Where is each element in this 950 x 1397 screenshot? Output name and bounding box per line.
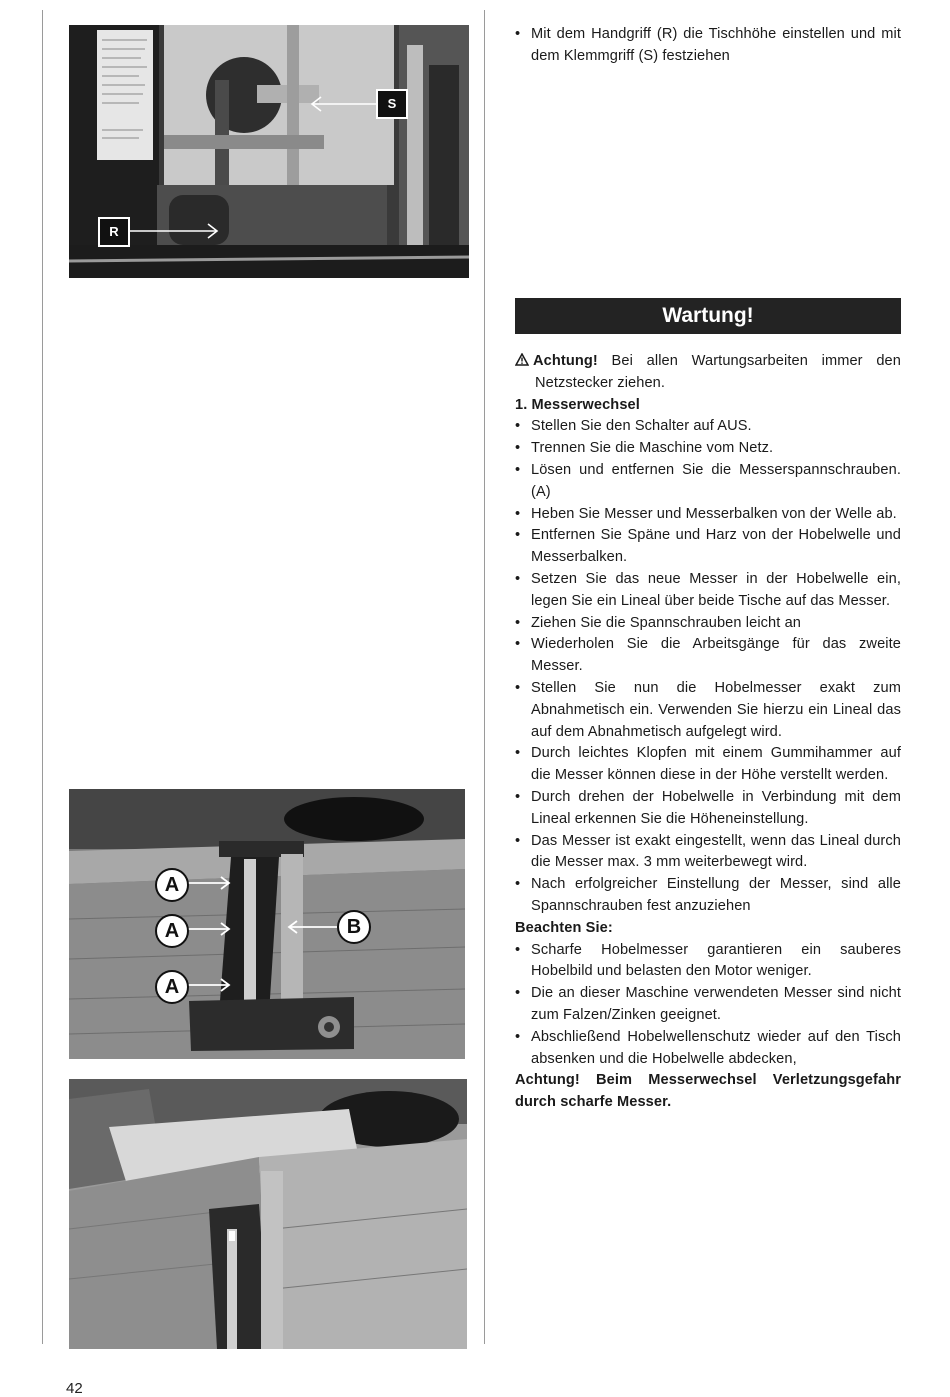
step-item: • Nach erfolgreicher Einstellung der Messer, sind alle Spannschrauben fest anzuziehen (515, 874, 901, 918)
callout-s: S (376, 89, 408, 119)
callout-a-3: A (155, 970, 189, 1004)
note-item: • Scharfe Hobelmesser garantieren ein sauberes Hobelbild und belasten den Motor weniger. (515, 940, 901, 984)
note-item: • Abschließend Hobelwellenschutz wieder auf den Tisch absenken und die Hobelwelle abdecken, (515, 1027, 901, 1071)
subheading-notes: Beachten Sie: (515, 919, 613, 936)
callout-b: B (337, 910, 371, 944)
maintenance-text (515, 351, 901, 1114)
final-warning: Achtung! Beim Messerwechsel Verletzungsgefahr durch scharfe Messer. (515, 1072, 901, 1111)
figure-table-height-adjustment (69, 25, 469, 278)
warning-text: Bei allen Wartungsarbeiten immer den Netzstecker ziehen. (535, 353, 901, 391)
step-item: • Heben Sie Messer und Messerbalken von der Welle ab. (515, 504, 901, 526)
step-item: • Entfernen Sie Späne und Harz von der Hobelwelle und Messerbalken. (515, 525, 901, 569)
column-divider-rule (484, 10, 485, 1344)
step-item: • Wiederholen Sie die Arbeitsgänge für das zweite Messer. (515, 634, 901, 678)
warning-triangle-icon (515, 353, 529, 366)
section-title-banner: Wartung! (515, 298, 901, 334)
cutterhead-photo-illustration (69, 789, 465, 1059)
step-item: • Lösen und entfernen Sie die Messerspannschrauben. (A) (515, 460, 901, 504)
warning-lead: Achtung! (533, 353, 598, 369)
instruction-height-adjust: • Mit dem Handgriff (R) die Tischhöhe einstellen und mit dem Klemmgriff (S) festziehen (515, 24, 901, 68)
step-item: • Ziehen Sie die Spannschrauben leicht an (515, 613, 901, 635)
warning-paragraph (515, 351, 901, 395)
top-instruction (515, 24, 901, 68)
page-number: 42 (66, 1380, 83, 1397)
subheading-knife-change: 1. Messerwechsel (515, 396, 640, 413)
step-item: • Durch drehen der Hobelwelle in Verbindung mit dem Lineal erkennen Sie die Höheneinstellung. (515, 787, 901, 831)
callout-a-1: A (155, 868, 189, 902)
step-item: • Trennen Sie die Maschine vom Netz. (515, 438, 901, 460)
figure-knife-ruler-check (69, 1079, 467, 1349)
step-item: • Setzen Sie das neue Messer in der Hobelwelle ein, legen Sie ein Lineal über beide Tische auf das Messer. (515, 569, 901, 613)
step-item: • Das Messer ist exakt eingestellt, wenn das Lineal durch die Messer max. 3 mm weiterbewegt wird. (515, 831, 901, 875)
ruler-photo-illustration (69, 1079, 467, 1349)
callout-r: R (98, 217, 130, 247)
note-item: • Die an dieser Maschine verwendeten Messer sind nicht zum Falzen/Zinken geeignet. (515, 983, 901, 1027)
callout-a-2: A (155, 914, 189, 948)
step-item: • Stellen Sie den Schalter auf AUS. (515, 416, 901, 438)
figure-knife-clamping-screws (69, 789, 465, 1059)
left-margin-rule (42, 10, 43, 1344)
step-item: • Durch leichtes Klopfen mit einem Gummihammer auf die Messer können diese in der Höhe verstellt werden. (515, 743, 901, 787)
step-item: • Stellen Sie nun die Hobelmesser exakt zum Abnahmetisch ein. Verwenden Sie hierzu ein Lineal das auf dem Abnahmetisch aufgelegt wird. (515, 678, 901, 743)
